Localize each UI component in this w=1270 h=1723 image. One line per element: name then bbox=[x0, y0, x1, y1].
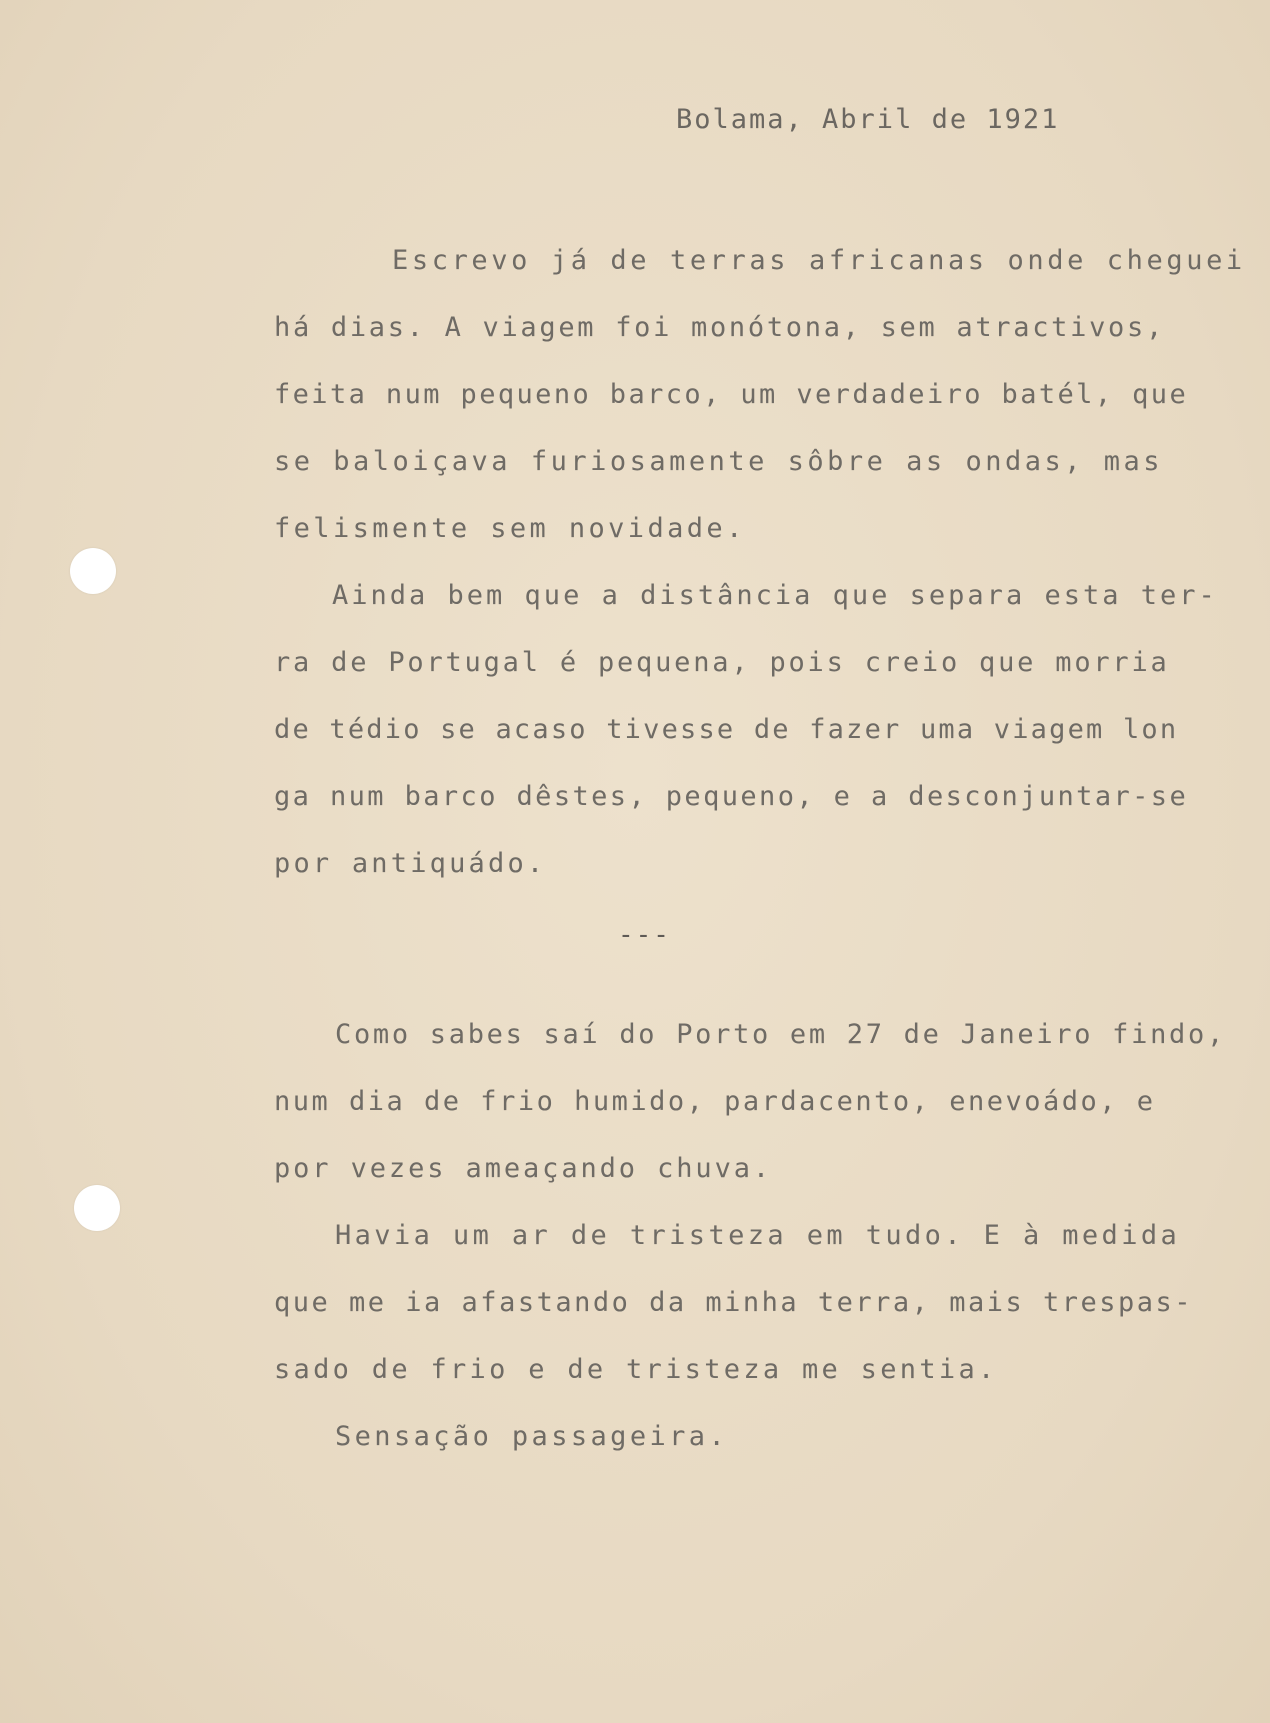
text-line: felismente sem novidade. bbox=[274, 513, 746, 544]
text-line: ga num barco dêstes, pequeno, e a desconjuntar-se bbox=[274, 781, 1189, 812]
text-line: que me ia afastando da minha terra, mais trespas- bbox=[274, 1287, 1194, 1318]
text-line: ra de Portugal é pequena, pois creio que morria bbox=[274, 647, 1170, 678]
punch-hole bbox=[70, 548, 116, 594]
punch-hole bbox=[74, 1185, 120, 1231]
text-line: Como sabes saí do Porto em 27 de Janeiro findo, bbox=[335, 1019, 1226, 1050]
text-line: por vezes ameaçando chuva. bbox=[274, 1153, 773, 1184]
text-line: por antiquádo. bbox=[274, 848, 547, 879]
text-line: Sensação passageira. bbox=[335, 1421, 729, 1452]
text-line: feita num pequeno barco, um verdadeiro batél, que bbox=[274, 379, 1189, 410]
text-line: há dias. A viagem foi monótona, sem atractivos, bbox=[274, 312, 1165, 343]
text-line: se baloiçava furiosamente sôbre as ondas, mas bbox=[274, 446, 1163, 477]
text-line: Escrevo já de terras africanas onde cheguei bbox=[392, 245, 1246, 276]
text-line: Havia um ar de tristeza em tudo. E à medida bbox=[335, 1220, 1181, 1251]
letter-date: Bolama, Abril de 1921 bbox=[676, 104, 1060, 135]
text-line: num dia de frio humido, pardacento, enevoádo, e bbox=[274, 1086, 1156, 1117]
text-line: Ainda bem que a distância que separa esta ter- bbox=[332, 580, 1218, 611]
text-line: sado de frio e de tristeza me sentia. bbox=[274, 1354, 998, 1385]
section-separator: --- bbox=[618, 920, 671, 950]
text-line: de tédio se acaso tivesse de fazer uma viagem lon bbox=[274, 714, 1179, 745]
